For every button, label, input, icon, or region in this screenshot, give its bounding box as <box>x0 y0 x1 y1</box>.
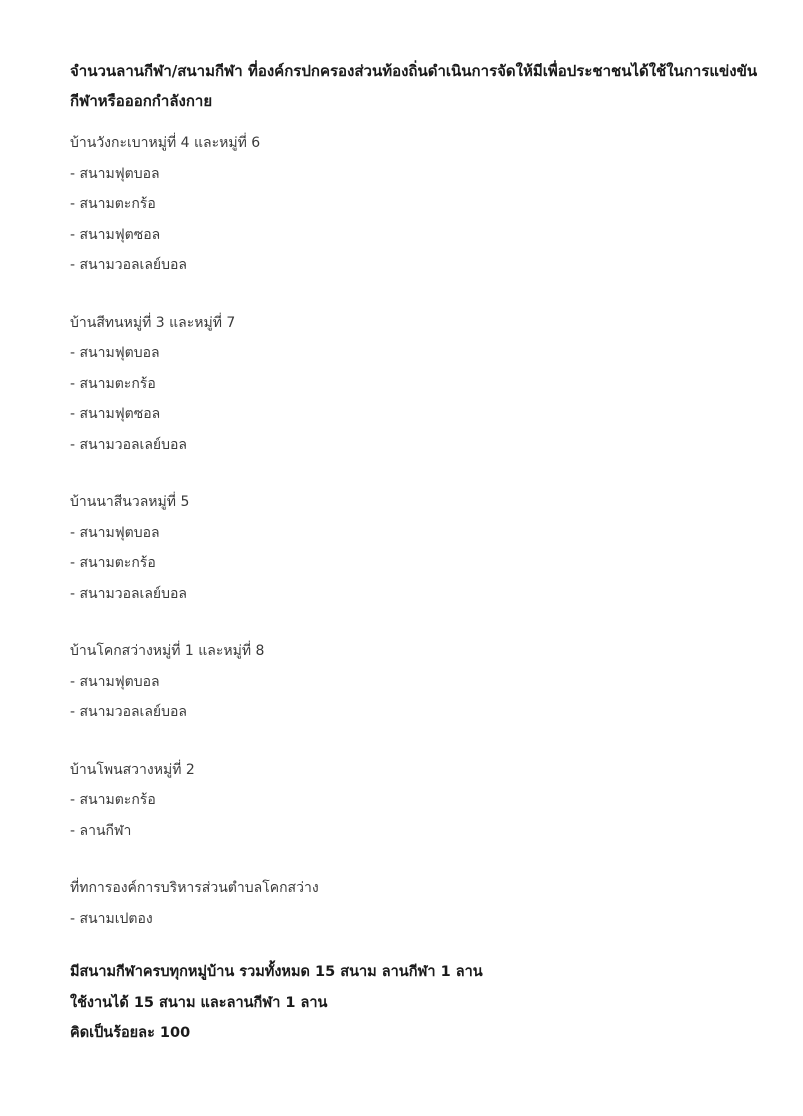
section-heading: ที่ทการองค์การบริหารส่วนตำบลโคกสว่าง <box>70 880 319 896</box>
summary-usable: ใช้งานได้ 15 สนาม และลานกีฬา 1 ลาน <box>70 994 328 1011</box>
list-item: - สนามฟุตซอล <box>70 226 161 243</box>
section-heading: บ้านนาสีนวลหมู่ที่ 5 <box>70 494 190 510</box>
section-village-khoksawang <box>70 636 770 728</box>
list-item: - สนามฟุตบอล <box>70 345 160 361</box>
section-village-wangkabao <box>70 128 770 281</box>
section-heading: บ้านโพนสวางหมู่ที่ 2 <box>70 761 195 778</box>
list-item: - สนามวอลเลย์บอล <box>70 436 187 453</box>
section-heading: บ้านสีทนหมู่ที่ 3 และหมู่ที่ 7 <box>70 314 236 331</box>
list-item: - สนามตะกร้อ <box>70 196 156 212</box>
section-village-sithon <box>70 308 770 461</box>
document-title: จำนวนลานกีฬา/สนามกีฬา ที่องค์กรปกครองส่วนท้องถิ่นดำเนินการจัดให้มีเพื่อประชาชนได้ใช้ในการแข่งขันกีฬาหรือออกกำลังกาย <box>70 62 758 110</box>
list-item: - สนามฟุตบอล <box>70 524 160 541</box>
list-item: - สนามวอลเลย์บอล <box>70 257 187 273</box>
list-item: - สนามวอลเลย์บอล <box>70 585 187 602</box>
list-item: - ลานกีฬา <box>70 822 132 839</box>
list-item: - สนามตะกร้อ <box>70 792 156 808</box>
list-item: - สนามฟุตบอล <box>70 673 160 690</box>
list-item: - สนามวอลเลย์บอล <box>70 704 187 720</box>
section-village-nasinuan <box>70 487 770 609</box>
list-item: - สนามตะกร้อ <box>70 375 156 392</box>
list-item: - สนามตะกร้อ <box>70 555 156 571</box>
document <box>70 56 770 1049</box>
list-item: - สนามเปตอง <box>70 910 153 927</box>
section-heading: บ้านโคกสว่างหมู่ที่ 1 และหมู่ที่ 8 <box>70 643 265 659</box>
summary-percentage: คิดเป็นร้อยละ 100 <box>70 1025 191 1041</box>
summary <box>70 957 770 1049</box>
summary-total: มีสนามกีฬาครบทุกหมู่บ้าน รวมทั้งหมด 15 สนาม ลานกีฬา 1 ลาน <box>70 964 483 980</box>
section-heading: บ้านวังกะเบาหมู่ที่ 4 และหมู่ที่ 6 <box>70 135 261 151</box>
list-item: - สนามฟุตซอล <box>70 406 161 422</box>
section-village-phonsawang <box>70 755 770 847</box>
list-item: - สนามฟุตบอล <box>70 165 160 182</box>
section-sao-office <box>70 873 770 934</box>
